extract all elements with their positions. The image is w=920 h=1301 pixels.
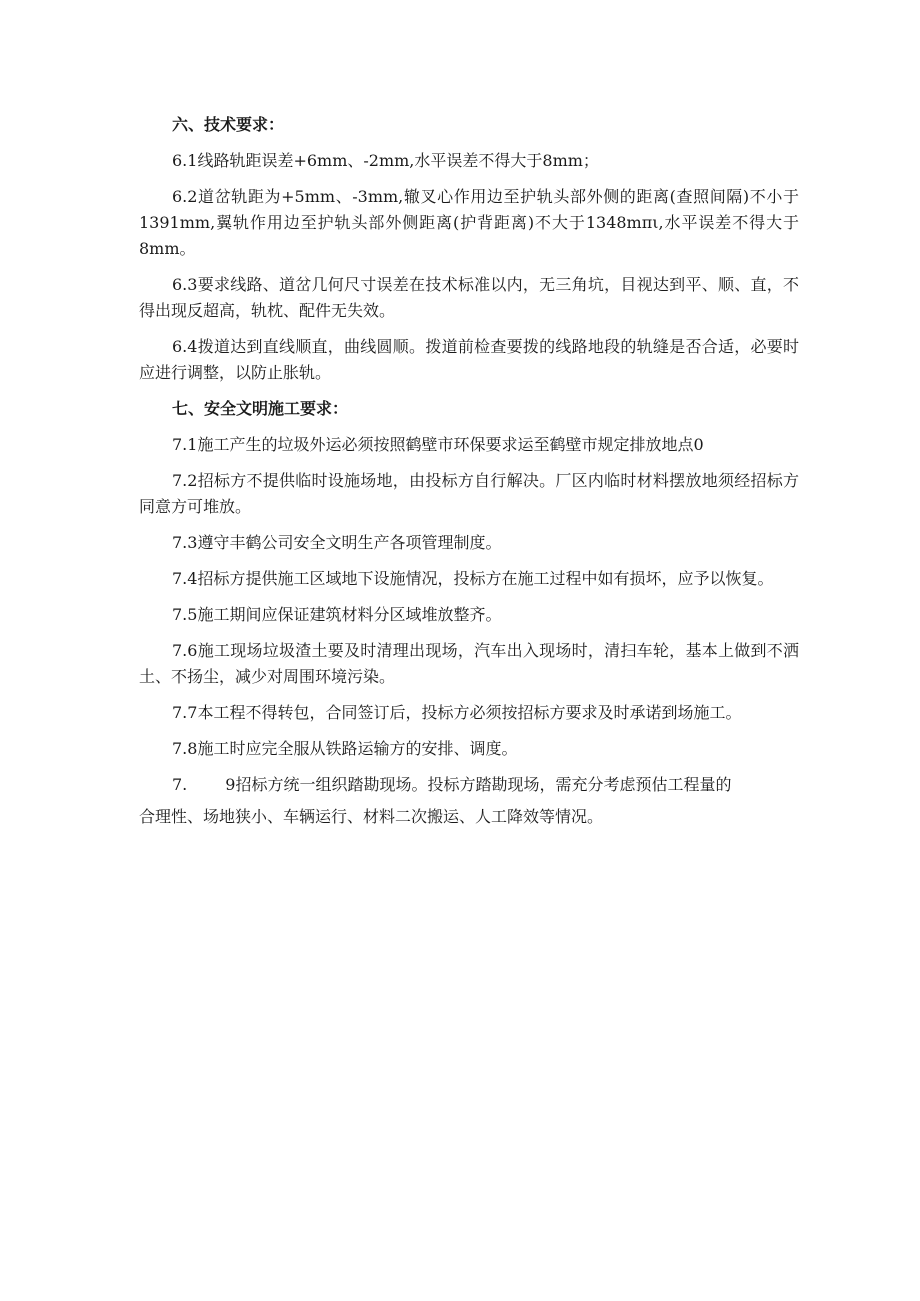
- item-7-1: 7.1施工产生的垃圾外运必须按照鹤壁市环保要求运至鹤壁市规定排放地点0: [172, 435, 704, 454]
- section-7-heading: 七、安全文明施工要求：: [172, 399, 349, 418]
- item-6-3: 6.3要求线路、道岔几何尺寸误差在技术标准以内，无三角坑，目视达到平、顺、直，不得出现反超高，轨枕、配件无失效。: [139, 275, 799, 320]
- item-7-2: 7.2招标方不提供临时设施场地，由投标方自行解决。厂区内临时材料摆放地须经招标方同意方可堆放。: [139, 471, 799, 516]
- item-7-9-number: 7.: [172, 775, 188, 794]
- item-7-7: 7.7本工程不得转包，合同签订后，投标方必须按招标方要求及时承诺到场施工。: [172, 703, 742, 722]
- item-7-9-continuation: 合理性、场地狭小、车辆运行、材料二次搬运、人工降效等情况。: [139, 807, 604, 826]
- item-6-4: 6.4拨道达到直线顺直，曲线圆顺。拨道前检查要拨的线路地段的轨缝是否合适，必要时应进行调整，以防止胀轨。: [139, 337, 799, 382]
- item-6-2: 6.2道岔轨距为+5mm、-3mm,辙叉心作用边至护轨头部外侧的距离(查照间隔)不小于1391mm,翼轨作用边至护轨头部外侧距离(护背距离)不大于1348mπι,水平误差不得大于8mm。: [139, 187, 799, 258]
- item-7-5: 7.5施工期间应保证建筑材料分区域堆放整齐。: [172, 605, 502, 624]
- item-7-3: 7.3遵守丰鹤公司安全文明生产各项管理制度。: [172, 533, 502, 552]
- item-7-9-line1: 9招标方统一组织踏勘现场。投标方踏勘现场，需充分考虑预估工程量的: [225, 775, 732, 794]
- item-7-8: 7.8施工时应完全服从铁路运输方的安排、调度。: [172, 739, 518, 758]
- item-7-6: 7.6施工现场垃圾渣土要及时清理出现场，汽车出入现场时，清扫车轮，基本上做到不洒土、不扬尘，减少对周围环境污染。: [139, 641, 799, 686]
- item-7-9: [139, 772, 799, 798]
- section-6-heading: 六、技术要求：: [172, 115, 285, 134]
- document-page: [139, 112, 799, 840]
- item-7-4: 7.4招标方提供施工区域地下设施情况，投标方在施工过程中如有损坏，应予以恢复。: [172, 569, 774, 588]
- item-6-1: 6.1线路轨距误差+6mm、-2mm,水平误差不得大于8mm；: [172, 151, 599, 170]
